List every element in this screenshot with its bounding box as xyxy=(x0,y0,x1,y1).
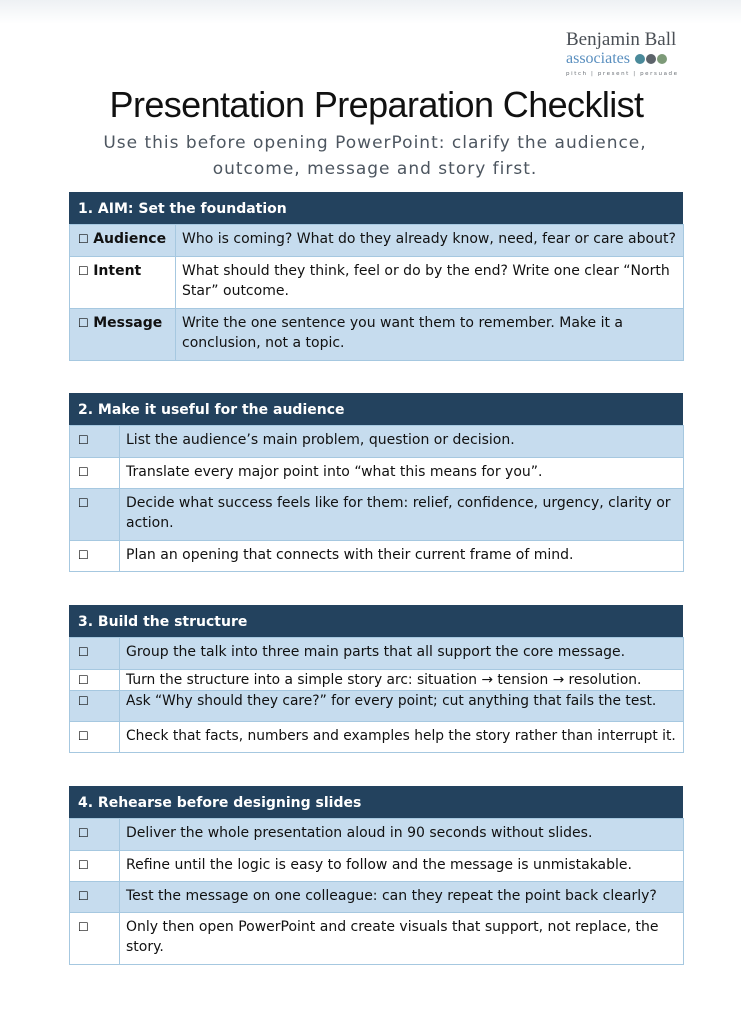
checklist-row xyxy=(70,913,684,965)
logo-associates: associates xyxy=(566,50,630,67)
checkbox[interactable]: ☐ xyxy=(78,548,89,562)
checklist-row xyxy=(70,670,684,691)
checklist-row xyxy=(70,489,684,541)
checklist-row xyxy=(70,638,684,670)
checklist-row xyxy=(70,851,684,882)
logo-dots xyxy=(634,54,667,64)
checkbox[interactable]: ☐ xyxy=(78,889,89,903)
row-text: Decide what success feels like for them: relief, confidence, urgency, clarity or action. xyxy=(120,489,684,541)
row-text: Translate every major point into “what this means for you”. xyxy=(120,458,684,489)
row-text: Only then open PowerPoint and create visuals that support, not replace, the story. xyxy=(120,913,684,965)
label-cell xyxy=(70,309,176,361)
row-text: List the audience’s main problem, question or decision. xyxy=(120,426,684,458)
checkbox[interactable]: ☐ xyxy=(78,826,89,840)
checkbox-cell xyxy=(70,426,120,458)
section-heading: 3. Build the structure xyxy=(69,605,683,637)
row-text: What should they think, feel or do by the end? Write one clear “North Star” outcome. xyxy=(176,257,684,309)
section-audience xyxy=(69,393,683,572)
label-cell xyxy=(70,225,176,257)
checklist-row xyxy=(70,309,684,361)
checkbox-cell xyxy=(70,458,120,489)
checkbox[interactable]: ☐ xyxy=(78,264,89,278)
checklist-row xyxy=(70,541,684,572)
checklist-table xyxy=(69,637,684,753)
section-structure xyxy=(69,605,683,753)
checkbox[interactable]: ☐ xyxy=(78,465,89,479)
checkbox-cell xyxy=(70,819,120,851)
logo-tagline: pitch | present | persuade xyxy=(566,71,679,77)
row-text: Test the message on one colleague: can they repeat the point back clearly? xyxy=(120,882,684,913)
checklist-row xyxy=(70,882,684,913)
section-heading: 2. Make it useful for the audience xyxy=(69,393,683,425)
checklist-row xyxy=(70,722,684,753)
row-text: Plan an opening that connects with their current frame of mind. xyxy=(120,541,684,572)
checklist-table xyxy=(69,425,684,572)
checklist-row xyxy=(70,819,684,851)
checklist-row xyxy=(70,257,684,309)
page-subtitle: Use this before opening PowerPoint: clarify the audience, outcome, message and story first. xyxy=(103,133,647,179)
checkbox-cell xyxy=(70,541,120,572)
label-cell xyxy=(70,257,176,309)
checkbox[interactable]: ☐ xyxy=(78,920,89,934)
checkbox-cell xyxy=(70,851,120,882)
checkbox[interactable]: ☐ xyxy=(78,858,89,872)
checkbox[interactable]: ☐ xyxy=(78,673,89,687)
checklist-row xyxy=(70,426,684,458)
checkbox[interactable]: ☐ xyxy=(78,729,89,743)
row-text: Ask “Why should they care?” for every point; cut anything that fails the test. xyxy=(120,691,684,722)
section-aim xyxy=(69,192,683,361)
logo-dot-3 xyxy=(657,54,667,64)
section-rehearse xyxy=(69,786,683,965)
row-text: Deliver the whole presentation aloud in 90 seconds without slides. xyxy=(120,819,684,851)
checklist-row xyxy=(70,691,684,722)
checkbox[interactable]: ☐ xyxy=(78,645,89,659)
company-logo xyxy=(566,30,686,77)
row-label: Audience xyxy=(93,231,167,247)
section-heading: 4. Rehearse before designing slides xyxy=(69,786,683,818)
top-fade xyxy=(0,0,741,24)
section-heading: 1. AIM: Set the foundation xyxy=(69,192,683,224)
checkbox-cell xyxy=(70,913,120,965)
checkbox-cell xyxy=(70,670,120,691)
checkbox-cell xyxy=(70,489,120,541)
logo-row xyxy=(566,50,686,68)
checkbox-cell xyxy=(70,882,120,913)
row-text: Group the talk into three main parts that all support the core message. xyxy=(120,638,684,670)
checkbox[interactable]: ☐ xyxy=(78,232,89,246)
checkbox[interactable]: ☐ xyxy=(78,496,89,510)
checklist-table xyxy=(69,224,684,361)
row-text: Check that facts, numbers and examples help the story rather than interrupt it. xyxy=(120,722,684,753)
checkbox[interactable]: ☐ xyxy=(78,694,89,708)
checkbox-cell xyxy=(70,722,120,753)
logo-dot-2 xyxy=(646,54,656,64)
logo-dot-1 xyxy=(635,54,645,64)
row-label: Intent xyxy=(93,263,142,279)
row-text: Who is coming? What do they already know, need, fear or care about? xyxy=(176,225,684,257)
row-label: Message xyxy=(93,315,163,331)
checkbox[interactable]: ☐ xyxy=(78,316,89,330)
checkbox[interactable]: ☐ xyxy=(78,433,89,447)
row-text: Refine until the logic is easy to follow and the message is unmistakable. xyxy=(120,851,684,882)
checklist-table xyxy=(69,818,684,965)
row-text: Turn the structure into a simple story arc: situation → tension → resolution. xyxy=(120,670,684,691)
row-text: Write the one sentence you want them to remember. Make it a conclusion, not a topic. xyxy=(176,309,684,361)
checklist-row xyxy=(70,225,684,257)
checkbox-cell xyxy=(70,691,120,722)
logo-name: Benjamin Ball xyxy=(566,29,677,50)
page-title: Presentation Preparation Checklist xyxy=(109,84,644,125)
checkbox-cell xyxy=(70,638,120,670)
checklist-row xyxy=(70,458,684,489)
